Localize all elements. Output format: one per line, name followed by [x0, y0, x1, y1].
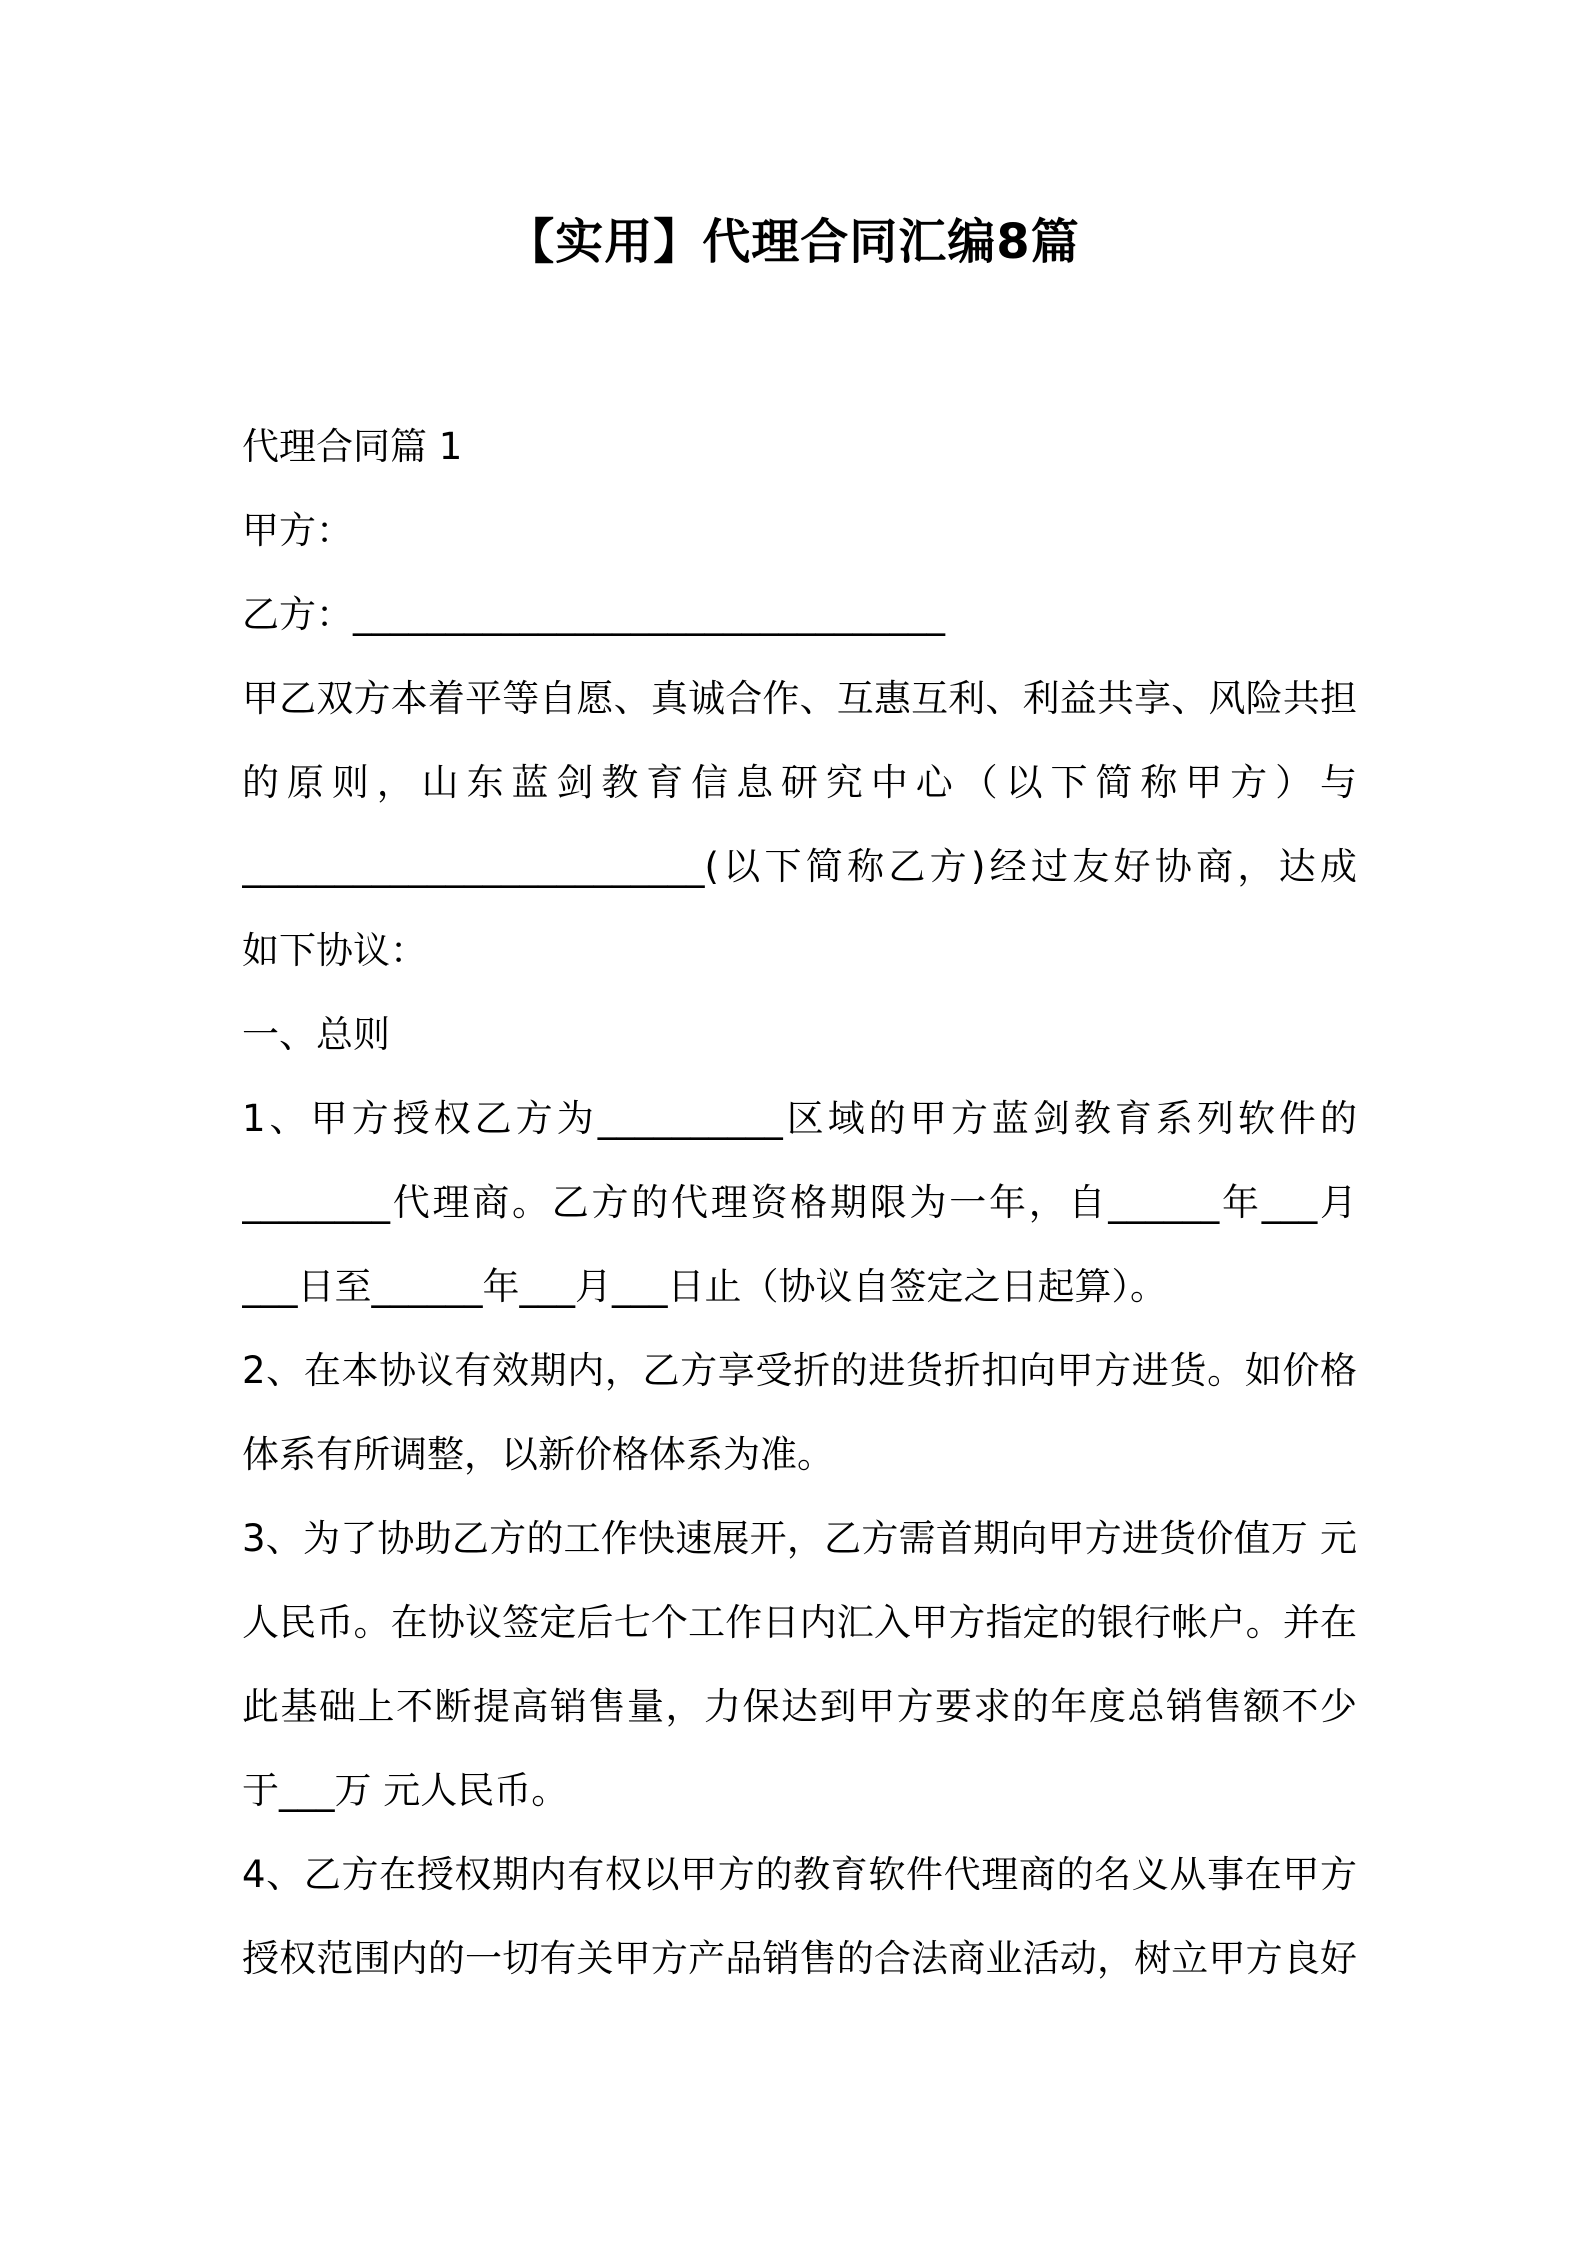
document-line: 代理合同篇 1: [242, 425, 463, 468]
document-line: ___日至______年___月___日止（协议自签定之日起算）。: [242, 1265, 1167, 1308]
document-line: 1、甲方授权乙方为__________区域的甲方蓝剑教育系列软件的: [242, 1097, 1357, 1140]
document-line: ________代理商。乙方的代理资格期限为一年，自______年___月: [242, 1181, 1357, 1224]
document-line: 如下协议：: [242, 929, 427, 972]
document-line: 3、为了协助乙方的工作快速展开，乙方需首期向甲方进货价值万 元: [242, 1517, 1357, 1560]
document-body: [242, 405, 1357, 2001]
document-line: 甲方：: [242, 509, 353, 552]
document-line: 的原则，山东蓝剑教育信息研究中心（以下简称甲方）与: [242, 761, 1357, 804]
document-line: 4、乙方在授权期内有权以甲方的教育软件代理商的名义从事在甲方: [242, 1853, 1357, 1896]
document-line: 授权范围内的一切有关甲方产品销售的合法商业活动，树立甲方良好: [242, 1937, 1357, 1980]
document-line: 乙方：________________________________: [242, 593, 945, 636]
document-line: 一、总则: [242, 1013, 390, 1056]
document-line: 甲乙双方本着平等自愿、真诚合作、互惠互利、利益共享、风险共担: [242, 677, 1357, 720]
document-title: 【实用】代理合同汇编8篇: [506, 214, 1080, 270]
document-line: 于___万 元人民币。: [242, 1769, 569, 1812]
document-line: 人民币。在协议签定后七个工作日内汇入甲方指定的银行帐户。并在: [242, 1601, 1357, 1644]
document-line: _________________________(以下简称乙方)经过友好协商，达成: [242, 845, 1357, 888]
document-line: 体系有所调整，以新价格体系为准。: [242, 1433, 834, 1476]
document-line: 2、在本协议有效期内，乙方享受折的进货折扣向甲方进货。如价格: [242, 1349, 1357, 1392]
document-line: 此基础上不断提高销售量，力保达到甲方要求的年度总销售额不少: [242, 1685, 1357, 1728]
